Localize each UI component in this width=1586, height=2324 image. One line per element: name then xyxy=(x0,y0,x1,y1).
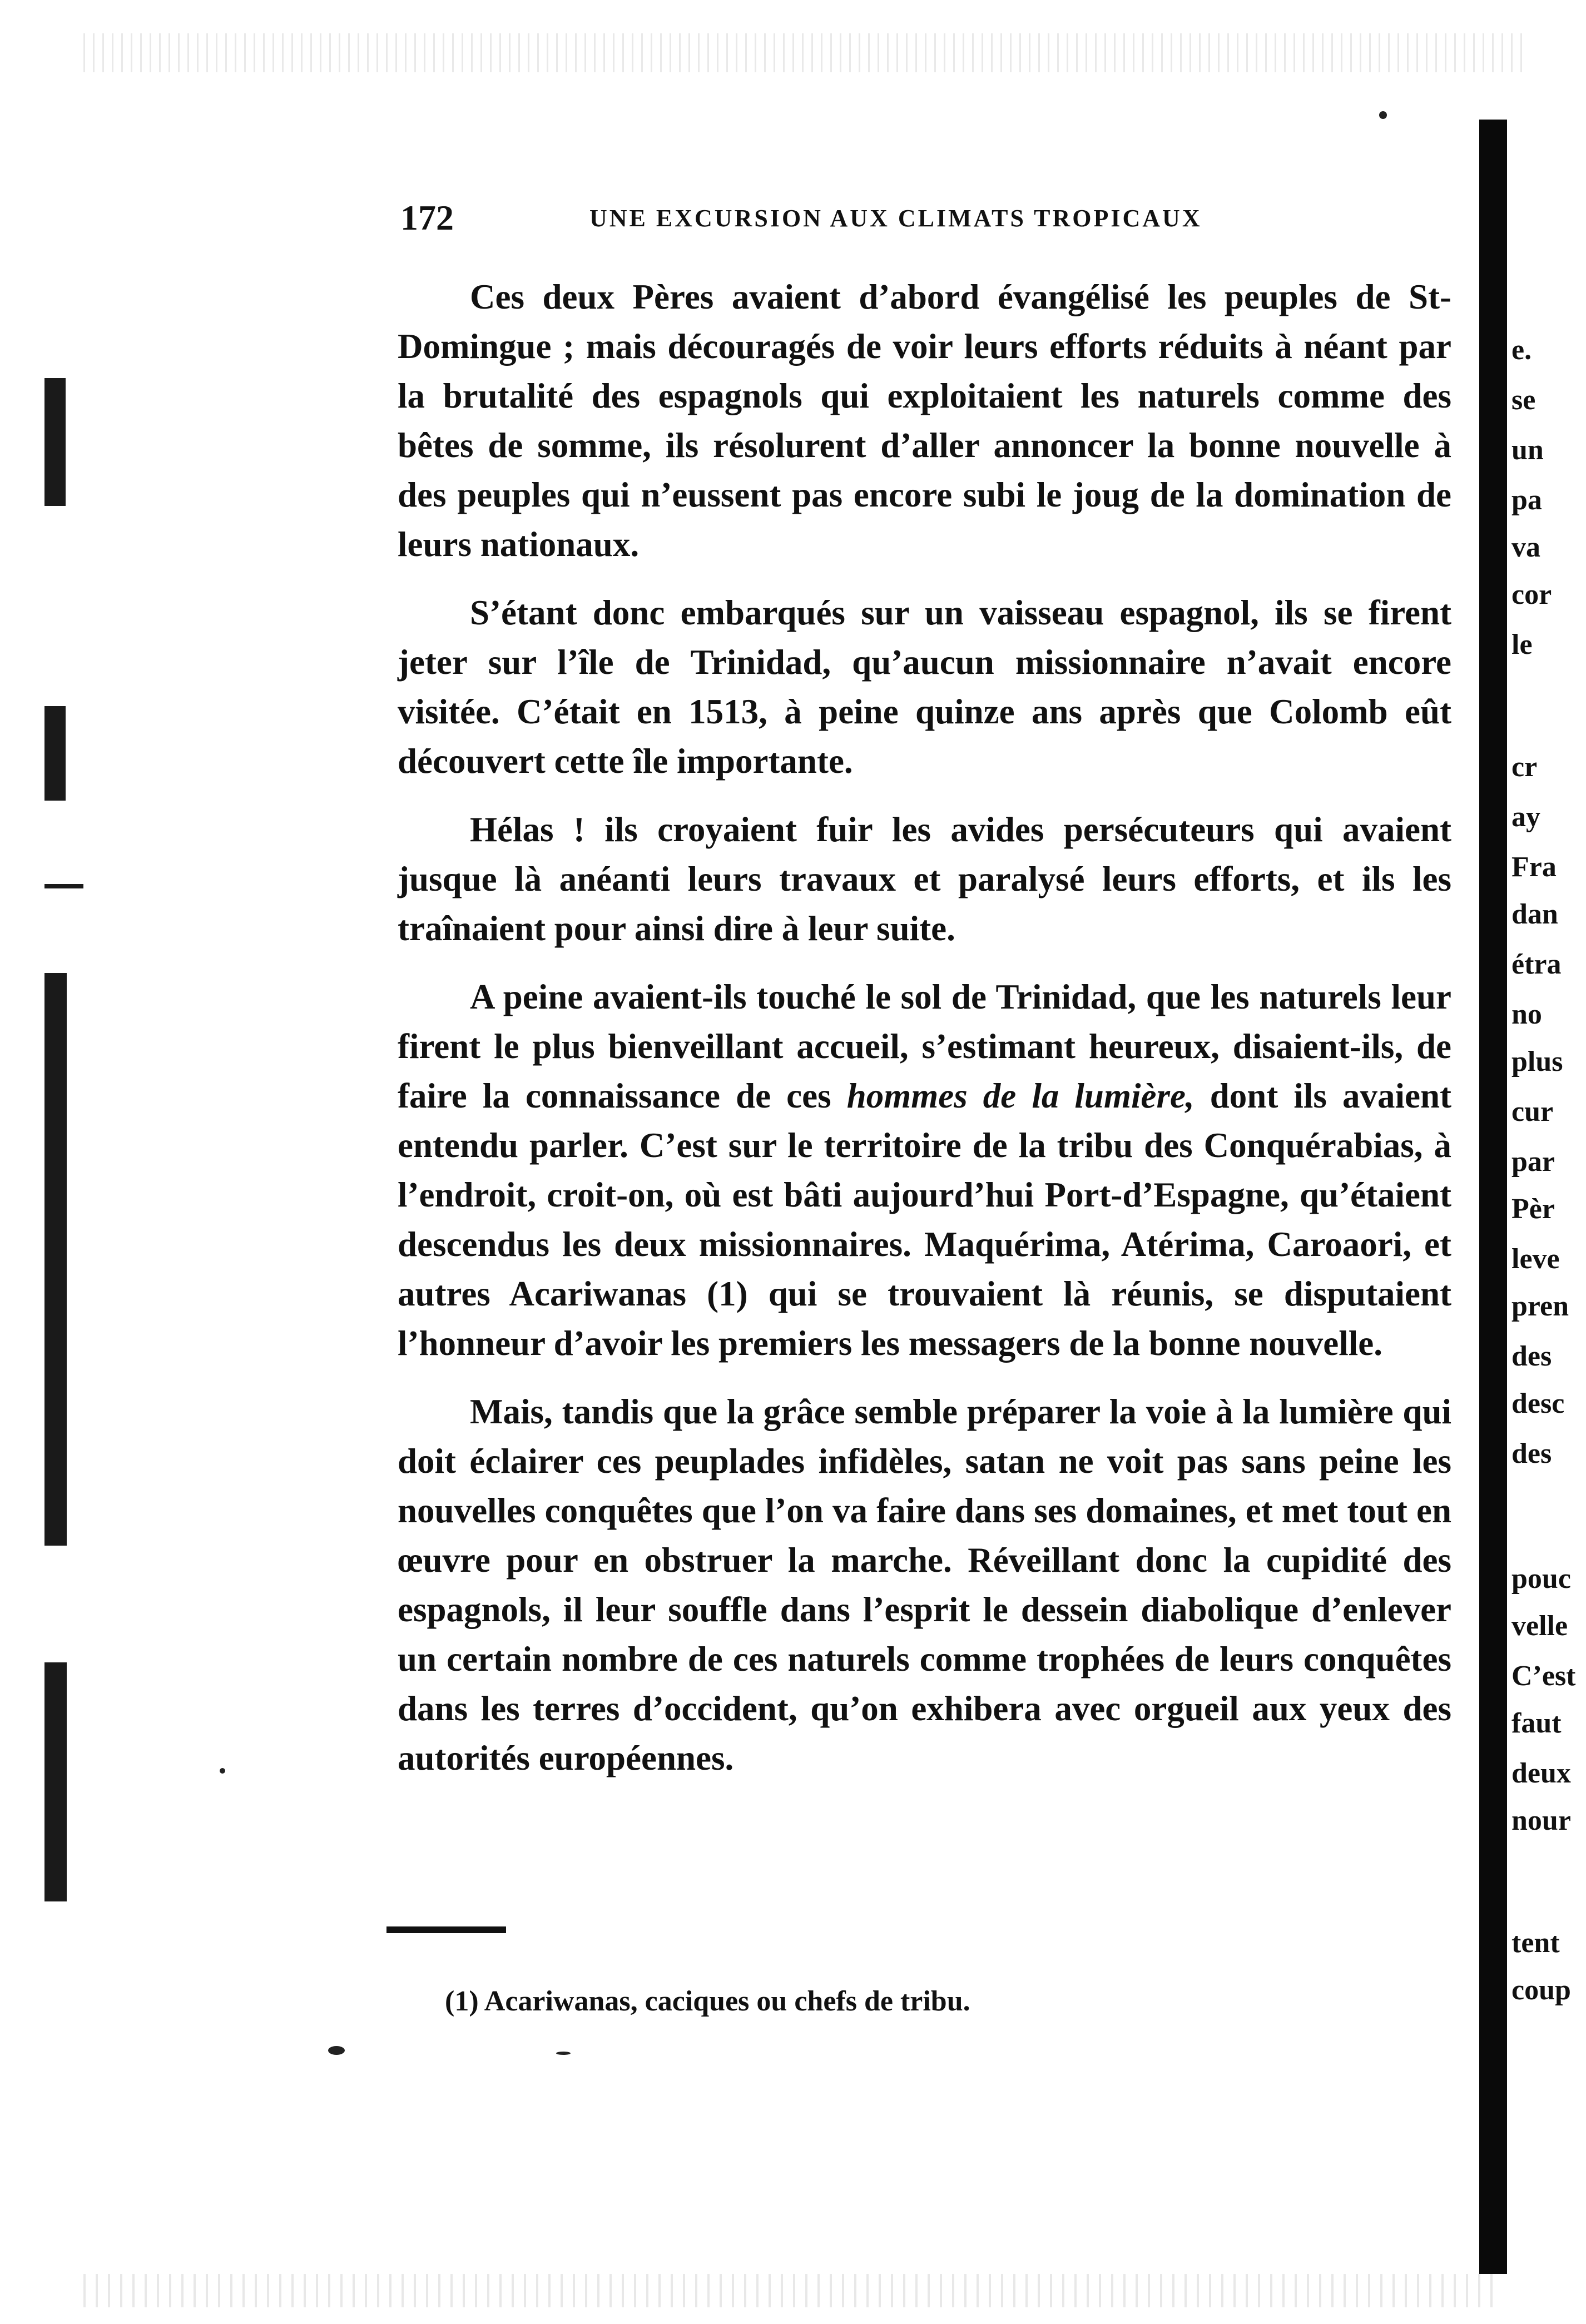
page-number: 172 xyxy=(400,198,454,237)
facing-page-fragment: des xyxy=(1511,1438,1552,1469)
facing-page-fragment: C’est xyxy=(1511,1660,1576,1692)
facing-page-fragment: coup xyxy=(1511,1974,1571,2006)
footnote-rule xyxy=(386,1926,506,1933)
facing-page-fragment: deux xyxy=(1511,1757,1571,1789)
body-text xyxy=(398,272,1451,1802)
facing-page-fragment: le xyxy=(1511,629,1533,661)
page-header xyxy=(400,197,1457,242)
facing-page-fragment: étra xyxy=(1511,949,1562,980)
paragraph: Ces deux Pères avaient d’abord évangélisé les peuples de St-Domingue ; mais découragés de voir leurs efforts réduits à néant par la brutalité des espagnols qui exploitaient les naturels comme des bêtes de somme, ils résolurent d’aller annoncer la bonne nouvelle à des peuples qui n’eussent pas encore subi le joug de la domination de leurs nationaux. xyxy=(398,277,1451,564)
scan-speckle xyxy=(1379,111,1387,119)
facing-page-fragment: e. xyxy=(1511,334,1532,366)
facing-page-fragment: desc xyxy=(1511,1388,1565,1419)
scan-edge-mark xyxy=(44,706,66,801)
facing-page-fragment: tent xyxy=(1511,1927,1560,1959)
facing-page-fragment: va xyxy=(1511,532,1540,563)
facing-page-fragment: velle xyxy=(1511,1610,1568,1642)
facing-page-fragment: leve xyxy=(1511,1243,1560,1275)
scan-speckle xyxy=(220,1768,225,1774)
scan-speckle xyxy=(328,2046,345,2055)
scan-edge-mark xyxy=(44,884,83,888)
facing-page-fragment: Pèr xyxy=(1511,1193,1555,1225)
facing-page-fragment: pren xyxy=(1511,1290,1569,1322)
facing-page-fragment: cr xyxy=(1511,751,1538,783)
facing-page-fragment: un xyxy=(1511,434,1544,466)
facing-page-fragment: pa xyxy=(1511,484,1542,516)
paragraph xyxy=(398,972,1451,1368)
paragraph-text: A peine avaient-ils touché le sol de Trinidad, que les naturels leur firent le plus bienveillant accueil, s’estimant heureux, disaient-ils, de faire la connaissance de ces xyxy=(398,977,1451,1115)
facing-page-fragment: cur xyxy=(1511,1096,1554,1128)
facing-page-fragment: des xyxy=(1511,1340,1552,1372)
scan-edge-mark xyxy=(44,1662,67,1901)
scan-speckle xyxy=(556,2052,571,2055)
scan-edge-mark xyxy=(44,378,66,506)
facing-page-fragment: plus xyxy=(1511,1046,1563,1077)
facing-page-fragment: dan xyxy=(1511,898,1558,930)
facing-page-fragments xyxy=(1511,0,1586,2324)
facing-page-fragment: nour xyxy=(1511,1805,1571,1836)
running-title: UNE EXCURSION AUX CLIMATS TROPICAUX xyxy=(589,205,1202,232)
scan-edge-mark xyxy=(44,973,67,1546)
facing-page-fragment: ay xyxy=(1511,801,1540,833)
facing-page-fragment: se xyxy=(1511,384,1536,416)
paragraph: Mais, tandis que la grâce semble préparer la voie à la lumière qui doit éclairer ces peuplades infidèles, satan ne voit pas sans peine les nouvelles conquêtes que l’on va faire dans ses domaines, et met tout en œuvre pour en obstruer la marche. Réveillant donc la cupidité des espagnols, il leur souffle dans l’esprit le dessein diabolique d’enlever un certain nombre de ces naturels comme trophées de leurs conquêtes dans les terres d’occident, qu’on exhibera avec orgueil aux yeux des autorités européennes. xyxy=(398,1392,1451,1777)
facing-page-fragment: pouc xyxy=(1511,1563,1571,1595)
footnote: (1) Acariwanas, caciques ou chefs de tribu. xyxy=(445,1985,970,2017)
facing-page-fragment: no xyxy=(1511,999,1542,1030)
paragraph-text: dont ils avaient entendu parler. C’est sur le territoire de la tribu des Conquérabias, à l’endroit, croit-on, où est bâti aujourd’hui Port-d’Espagne, qu’étaient descendus les deux missionnaires. Maquérima, Atérima, Caroaori, et autres Acariwanas (1) qui se trouvaient là réunis, se disputaient l’honneur d’avoir les premiers les messagers de la bonne nouvelle. xyxy=(398,1076,1452,1363)
facing-page-fragment: cor xyxy=(1511,579,1552,610)
facing-page-fragment: faut xyxy=(1511,1707,1562,1739)
page-gutter-shadow xyxy=(1479,120,1507,2274)
scan-noise-bottom xyxy=(83,2274,1501,2307)
scan-noise-top xyxy=(83,33,1529,72)
paragraph: S’étant donc embarqués sur un vaisseau espagnol, ils se firent jeter sur l’île de Trinidad, qu’aucun missionnaire n’avait encore visitée. C’était en 1513, à peine quinze ans après que Colomb eût découvert cette île importante. xyxy=(398,593,1451,781)
paragraph: Hélas ! ils croyaient fuir les avides persécuteurs qui avaient jusque là anéanti leurs travaux et paralysé leurs efforts, et ils les traînaient pour ainsi dire à leur suite. xyxy=(398,810,1451,948)
facing-page-fragment: Fra xyxy=(1511,851,1557,883)
paragraph-italic-text: hommes de la lumière, xyxy=(846,1076,1195,1115)
facing-page-fragment: par xyxy=(1511,1146,1555,1178)
